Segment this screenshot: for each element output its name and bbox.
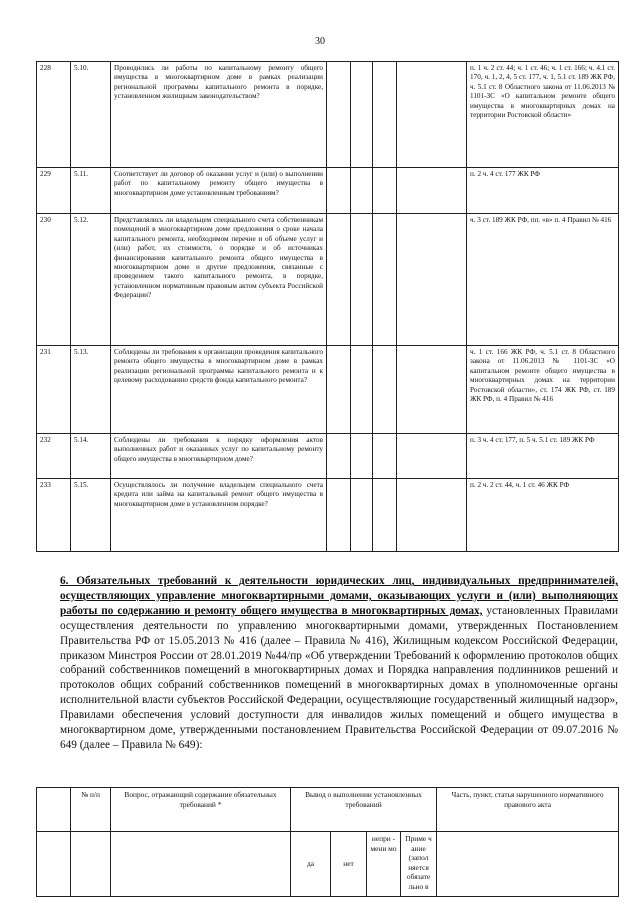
cell-yes: [327, 168, 351, 214]
row-reference: п. 1 ч. 2 ст. 44; ч. 1 ст. 46; ч. 1 ст. 166; ч. 4.1 ст. 170, ч. 1, 2, 4, 5 ст. 177, ч. 1, 5.1 ст. 189 ЖК РФ, ч. 5.1 ст. 8 Областного закона от 11.06.2013 № 1101-ЗС «О капитальном ремонте общего имущества в многоквартирных домах на территории Ростовской области»: [467, 62, 619, 168]
cell-no: [351, 62, 373, 168]
cell-not-applicable: [373, 346, 397, 434]
table-row: [37, 346, 619, 434]
cell-note: [397, 434, 467, 479]
section-6-heading: 6. Обязательных требований к деятельности юридических лиц, индивидуальных предпринимателей, осуществляющих управление многоквартирными домами, оказывающих услуги и (или) выполняющих работы по содержанию и ремонту общего имущества в многоквартирных домах,: [60, 575, 618, 617]
row-reference: п. 2 ч. 2 ст. 44, ч. 1 ст. 46 ЖК РФ: [467, 479, 619, 552]
row-question: Соблюдены ли требования к организации проведения капитального ремонта общего имущества в многоквартирном доме в рамках реализации региональной программы капитального ремонта и к целевому расходованию средств фонда капитального ремонта?: [111, 346, 327, 434]
cell-no: [351, 214, 373, 346]
section-6-body: установленных Правилами осуществления деятельности по управлению многоквартирными домами, утвержденных Постановлением Правительства РФ от 15.05.2013 № 416 (далее – Правила № 416), Жилищным кодексом Российской Федерации, приказом Минстроя России от 28.01.2019 №44/пр «Об утверждении Требований к оформлению протоколов общих собраний собственников помещений в многоквартирных домах и Порядка направления подлинников решений и протоколов общих собраний собственников помещений в многоквартирных домах в уполномоченные органы исполнительной власти субъектов Российской Федерации, осуществляющие государственный жилищный надзор», Правилами обеспечения условий доступности для инвалидов жилых помещений и общего имущества в многоквартирном доме, утвержденными постановлением Правительства Российской Федерации от 09.07.2016 № 649 (далее – Правила № 649):: [60, 604, 618, 751]
cell-yes: [327, 62, 351, 168]
cell-yes: [327, 479, 351, 552]
header-no: нет: [331, 832, 367, 897]
cell-no: [351, 346, 373, 434]
cell-not-applicable: [373, 62, 397, 168]
cell-note: [397, 214, 467, 346]
row-number: 230: [37, 214, 71, 346]
header-yes: да: [291, 832, 331, 897]
header-reference: Часть, пункт, статья нарушенного нормативного правового акта: [437, 788, 619, 832]
row-code: 5.14.: [71, 434, 111, 479]
cell-note: [397, 479, 467, 552]
header-number: № п/п: [71, 788, 111, 832]
requirements-table-header: [36, 787, 619, 897]
cell-yes: [327, 214, 351, 346]
table-row: [37, 479, 619, 552]
row-number: 231: [37, 346, 71, 434]
cell-note: [397, 62, 467, 168]
cell-not-applicable: [373, 434, 397, 479]
row-code: 5.11.: [71, 168, 111, 214]
table-row: [37, 214, 619, 346]
header-note: Приме ч ание (запол няется обязате льно в: [401, 832, 437, 897]
cell-yes: [327, 346, 351, 434]
row-code: 5.13.: [71, 346, 111, 434]
table-row: [37, 168, 619, 214]
row-code: 5.15.: [71, 479, 111, 552]
row-reference: п. 2 ч. 4 ст. 177 ЖК РФ: [467, 168, 619, 214]
row-number: 229: [37, 168, 71, 214]
row-reference: п. 3 ч. 4 ст. 177, п. 5 ч. 5.1 ст. 189 ЖК РФ: [467, 434, 619, 479]
row-reference: ч. 3 ст. 189 ЖК РФ, пп. «в» п. 4 Правил № 416: [467, 214, 619, 346]
cell-not-applicable: [373, 214, 397, 346]
header-question: Вопрос, отражающий содержание обязательных требований *: [111, 788, 291, 832]
checklist-table: [36, 61, 619, 552]
header-not-applicable: непри - мени мо: [367, 832, 401, 897]
section-6-text: [60, 574, 618, 753]
row-number: 232: [37, 434, 71, 479]
row-question: Осуществлялось ли получение владельцем специального счета кредита или займа на капитальный ремонт общего имущества в многоквартирном доме в установленном порядке?: [111, 479, 327, 552]
table-row: [37, 62, 619, 168]
row-question: Представлялись ли владельцем специального счета собственникам помещений в многоквартирном доме предложения о сроке начала капитального ремонта, необходимом перечне и об объеме услуг и (или) работ, их стоимости, о порядке и об источниках финансирования капитального ремонта общего имущества в многоквартирном доме и другие предложения, связанные с проведением такого капитального ремонта, в порядке, установленном нормативным правовым актом субъекта Российской Федерации?: [111, 214, 327, 346]
header-result: Вывод о выполнении установленных требований: [291, 788, 437, 832]
cell-not-applicable: [373, 168, 397, 214]
cell-yes: [327, 434, 351, 479]
row-code: 5.10.: [71, 62, 111, 168]
cell-no: [351, 479, 373, 552]
row-code: 5.12.: [71, 214, 111, 346]
row-number: 228: [37, 62, 71, 168]
row-question: Соответствует ли договор об оказании услуг и (или) о выполнении работ по капитальному ремонту общего имущества в многоквартирном доме установленным требованиям?: [111, 168, 327, 214]
cell-not-applicable: [373, 479, 397, 552]
row-question: Соблюдены ли требования к порядку оформления актов выполненных работ и оказанных услуг по капитальному ремонту общего имущества в многоквартирном доме?: [111, 434, 327, 479]
cell-no: [351, 434, 373, 479]
row-reference: ч. 1 ст. 166 ЖК РФ, ч. 5.1 ст. 8 Областного закона от 11.06.2013 № 1101-ЗС «О капитальном ремонте общего имущества в многоквартирных домах на территории Ростовской области», ст. 174 ЖК РФ, ст. 189 ЖК РФ, п. 4 Правил № 416: [467, 346, 619, 434]
row-question: Проводились ли работы по капитальному ремонту общего имущества в многоквартирном доме в рамках реализации региональной программы капитального ремонта в порядке, установленном жилищным законодательством?: [111, 62, 327, 168]
table-row: [37, 434, 619, 479]
cell-no: [351, 168, 373, 214]
row-number: 233: [37, 479, 71, 552]
cell-note: [397, 346, 467, 434]
cell-note: [397, 168, 467, 214]
page-number: 30: [315, 36, 325, 47]
